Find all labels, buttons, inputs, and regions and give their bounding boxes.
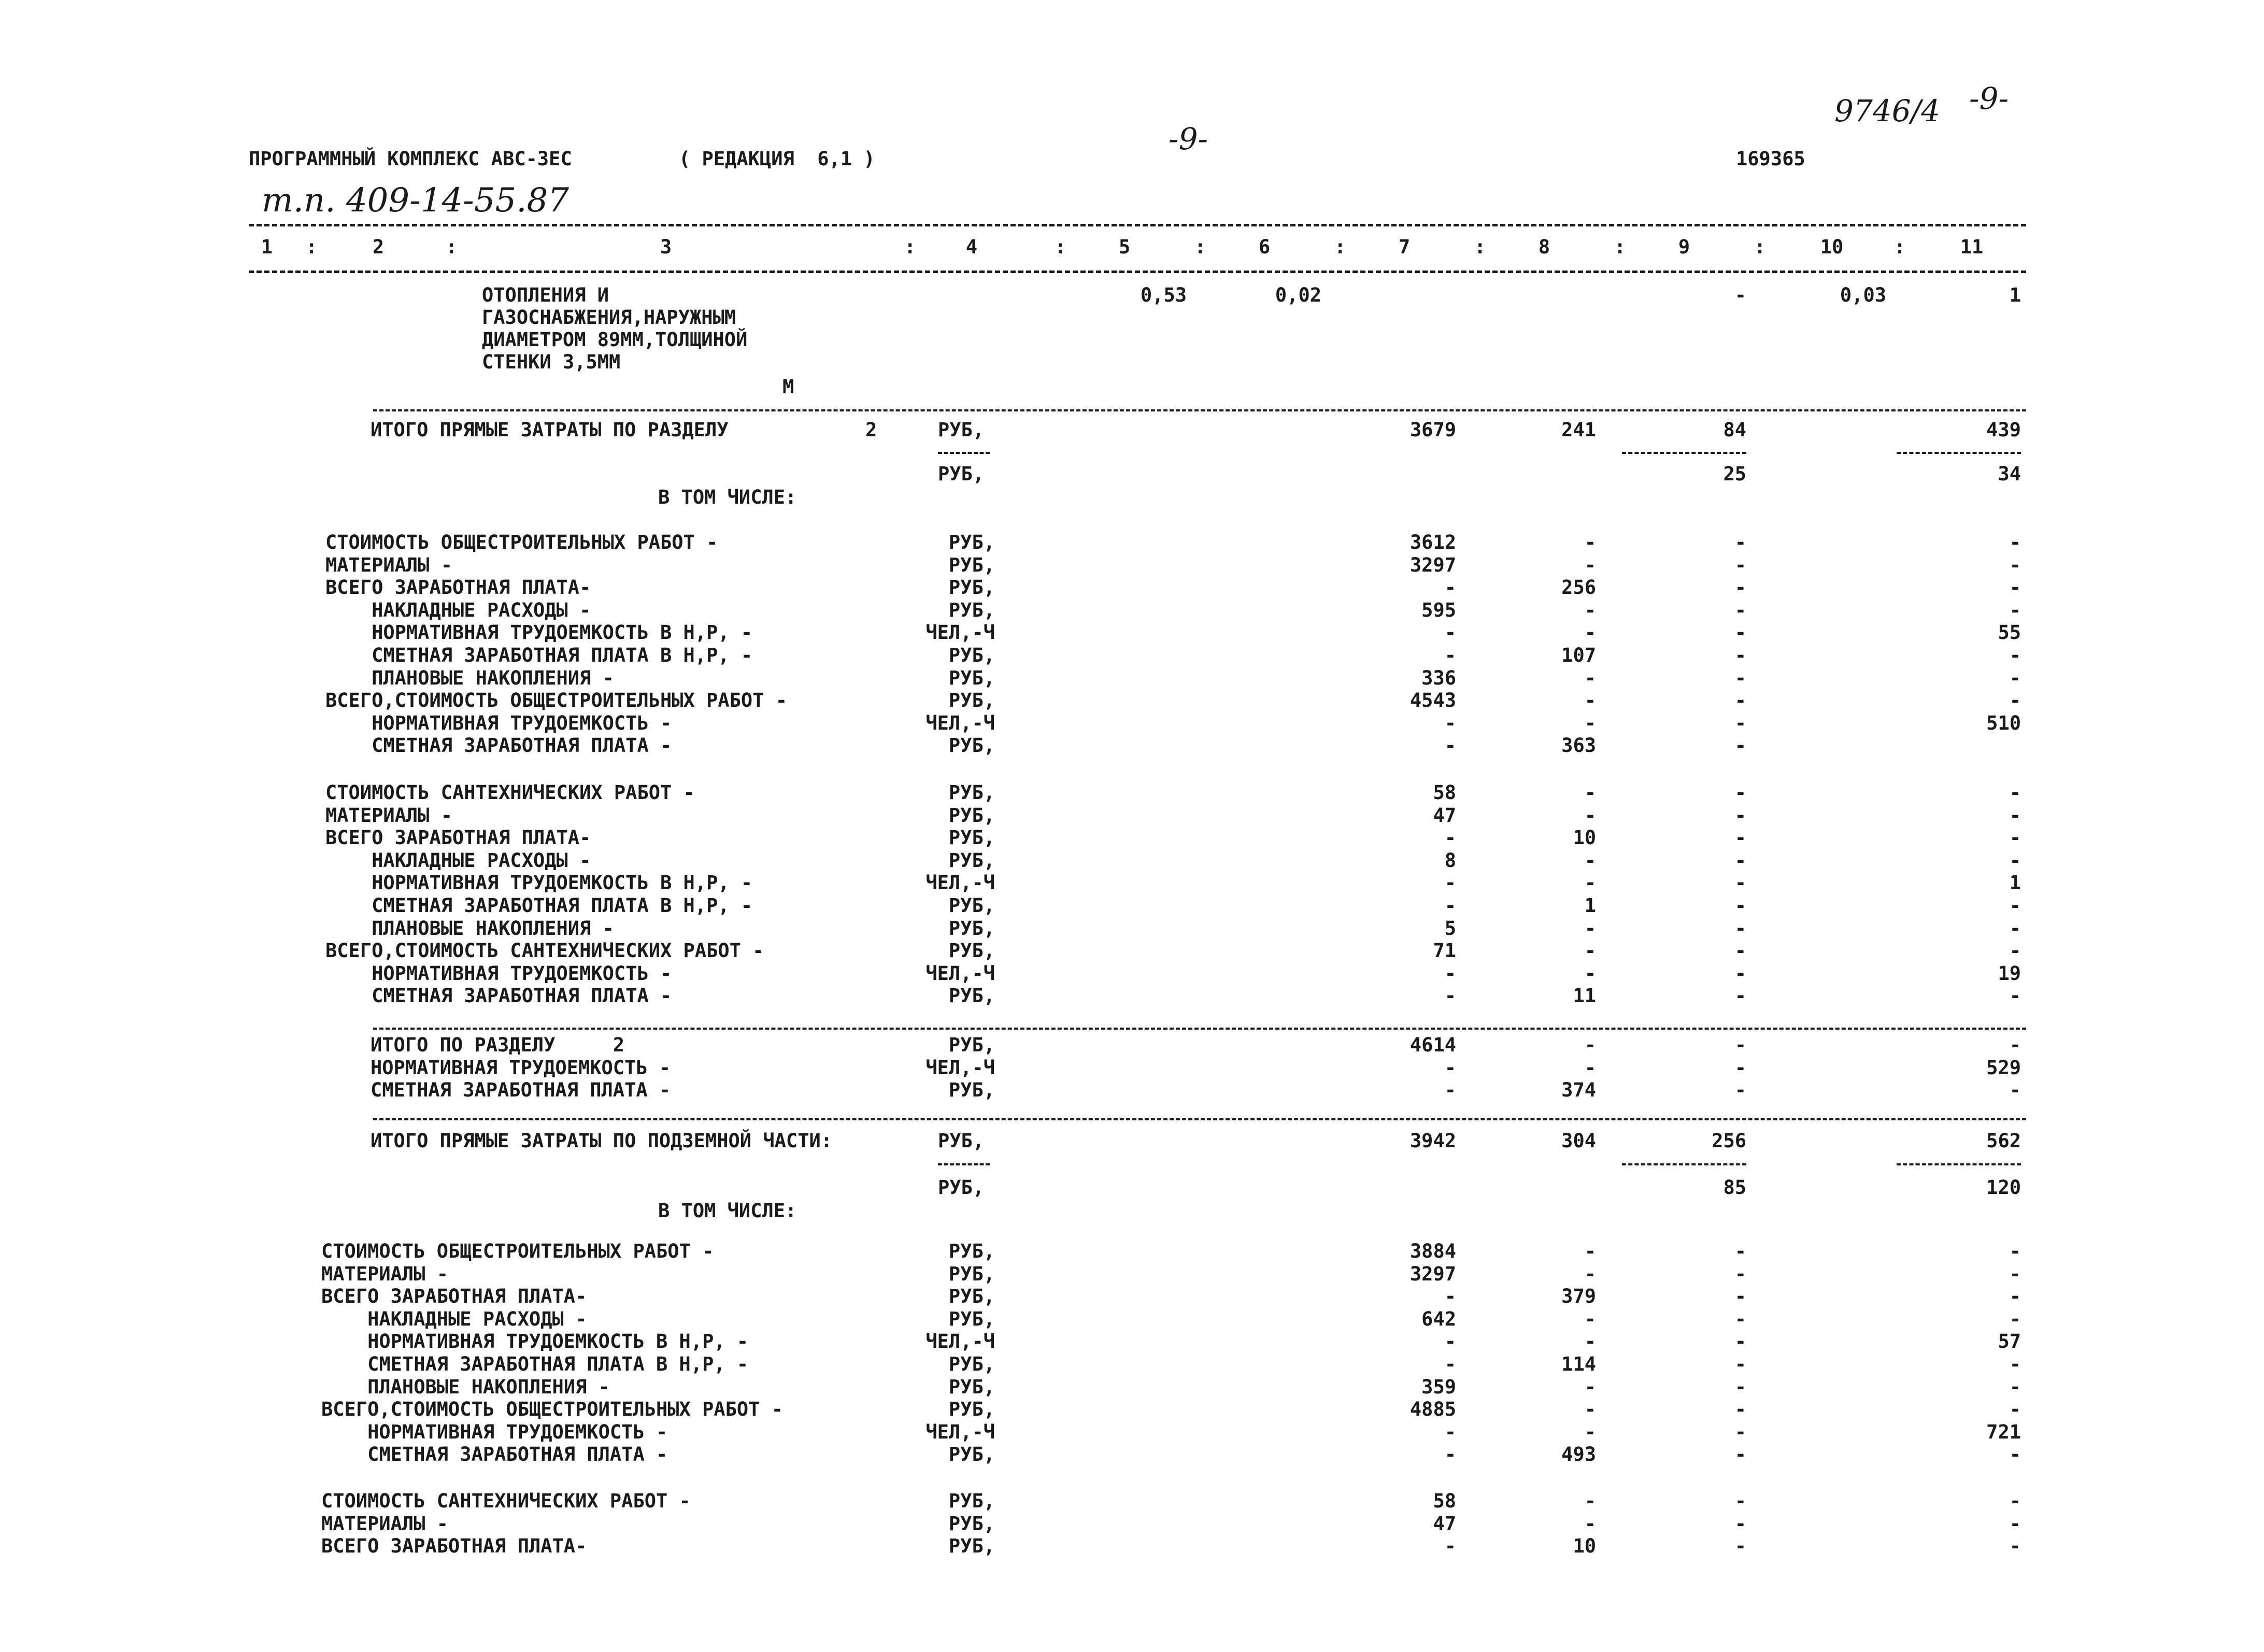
row-col8: - — [1584, 1262, 1596, 1285]
row-col11: 529 — [1986, 1056, 2021, 1079]
row-label: СМЕТНАЯ ЗАРАБОТНАЯ ПЛАТА В Н,Р, - — [325, 894, 753, 917]
total2-col9: 256 — [1712, 1130, 1746, 1152]
row-col8: - — [1584, 1240, 1596, 1262]
row-col8: - — [1584, 804, 1596, 827]
row-col7: - — [1444, 985, 1456, 1007]
row-label: ВСЕГО ЗАРАБОТНАЯ ПЛАТА- — [325, 827, 591, 849]
row-label: ПЛАНОВЫЕ НАКОПЛЕНИЯ - — [325, 917, 614, 939]
total2-label: ИТОГО ПРЯМЫЕ ЗАТРАТЫ ПО ПОДЗЕМНОЙ ЧАСТИ: — [371, 1130, 833, 1152]
row-col11: - — [2009, 599, 2021, 621]
row-label: ВСЕГО,СТОИМОСТЬ ОБЩЕСТРОИТЕЛЬНЫХ РАБОТ - — [321, 1398, 784, 1421]
row-unit: РУБ, — [948, 1490, 995, 1512]
row-label: МАТЕРИАЛЫ - — [325, 804, 453, 827]
row-col11: - — [2009, 531, 2021, 553]
row-col11: 721 — [1986, 1420, 2021, 1443]
row-col9: - — [1734, 531, 1746, 553]
row-unit: РУБ, — [948, 666, 995, 689]
document-code: 169365 — [1736, 148, 1805, 170]
row-col8: 1 — [1584, 894, 1596, 917]
row-col11: 1 — [2009, 872, 2021, 894]
item-line: СТЕНКИ 3,5ММ — [482, 351, 621, 373]
row-col7: 5 — [1444, 917, 1456, 939]
row-label: НАКЛАДНЫЕ РАСХОДЫ - — [321, 1307, 587, 1330]
column-header: 9 — [1678, 236, 1690, 258]
column-separators: : — [446, 236, 458, 258]
row-label: МАТЕРИАЛЫ - — [321, 1262, 449, 1285]
row-unit: РУБ, — [948, 1285, 995, 1308]
row-col11: - — [2009, 894, 2021, 917]
row-col7: - — [1444, 1353, 1456, 1375]
row-label: СМЕТНАЯ ЗАРАБОТНАЯ ПЛАТА - — [325, 734, 672, 757]
row-col9: - — [1734, 644, 1746, 666]
row-col11: - — [2009, 1262, 2021, 1285]
row-col8: 10 — [1573, 1535, 1596, 1558]
row-col11: - — [2009, 1512, 2021, 1535]
short-rule — [938, 452, 990, 454]
row-col9: - — [1734, 711, 1746, 734]
row-col11: - — [2009, 1285, 2021, 1308]
row-col8: - — [1584, 849, 1596, 872]
row-col11: - — [2009, 827, 2021, 849]
row-col9: - — [1734, 1353, 1746, 1375]
column-header: 2 — [372, 236, 385, 258]
column-separators: : — [1614, 236, 1626, 258]
row-col8: - — [1584, 599, 1596, 621]
row-unit: РУБ, — [948, 576, 995, 599]
rule-item-bottom — [373, 409, 2026, 411]
row-col11: - — [2009, 781, 2021, 804]
row-col8: - — [1584, 553, 1596, 576]
short-rule — [938, 1163, 990, 1165]
row-label: НОРМАТИВНАЯ ТРУДОЕМКОСТЬ - — [371, 1056, 671, 1079]
row-col9: - — [1734, 1262, 1746, 1285]
row-label: НАКЛАДНЫЕ РАСХОДЫ - — [325, 849, 591, 872]
row-col7: 642 — [1421, 1307, 1456, 1330]
row-col9: - — [1734, 666, 1746, 689]
row-label: СТОИМОСТЬ ОБЩЕСТРОИТЕЛЬНЫХ РАБОТ - — [325, 531, 718, 553]
row-col8: - — [1584, 939, 1596, 962]
row-col7: 4543 — [1409, 689, 1456, 712]
row-col7: 595 — [1421, 599, 1456, 621]
total2-col8: 304 — [1561, 1130, 1596, 1152]
total2-col11b: 120 — [1986, 1176, 2021, 1199]
row-col7: - — [1444, 1285, 1456, 1308]
row-col7: - — [1444, 894, 1456, 917]
column-header: 4 — [965, 236, 978, 258]
row-col8: - — [1584, 1490, 1596, 1512]
row-label: ИТОГО ПО РАЗДЕЛУ 2 — [371, 1034, 625, 1056]
total2-col11: 562 — [1986, 1130, 2021, 1152]
row-unit: РУБ, — [948, 1262, 995, 1285]
row-col9: - — [1734, 894, 1746, 917]
row-label: ВСЕГО ЗАРАБОТНАЯ ПЛАТА- — [321, 1285, 587, 1308]
item-line: ОТОПЛЕНИЯ И — [482, 284, 609, 306]
row-col7: 4885 — [1409, 1398, 1456, 1421]
row-label: НОРМАТИВНАЯ ТРУДОЕМКОСТЬ - — [325, 711, 672, 734]
total-unit: РУБ, — [938, 419, 985, 441]
row-col7: - — [1444, 872, 1456, 894]
row-unit: РУБ, — [948, 689, 995, 712]
row-col8: - — [1584, 781, 1596, 804]
row-label: СМЕТНАЯ ЗАРАБОТНАЯ ПЛАТА - — [371, 1079, 671, 1102]
total-col9: 84 — [1723, 419, 1746, 441]
including-heading-2: В ТОМ ЧИСЛЕ: — [658, 1200, 797, 1222]
item-line: ДИАМЕТРОМ 89ММ,ТОЛЩИНОЙ — [482, 329, 748, 351]
row-col9: - — [1734, 1079, 1746, 1102]
row-col11: - — [2009, 939, 2021, 962]
row-col7: 3612 — [1409, 531, 1456, 553]
row-unit: РУБ, — [948, 644, 995, 666]
row-col9: - — [1734, 553, 1746, 576]
row-label: СМЕТНАЯ ЗАРАБОТНАЯ ПЛАТА - — [321, 1443, 668, 1466]
row-label: СТОИМОСТЬ САНТЕХНИЧЕСКИХ РАБОТ - — [325, 781, 695, 804]
row-label: ПЛАНОВЫЕ НАКОПЛЕНИЯ - — [321, 1375, 610, 1398]
row-col9: - — [1734, 1056, 1746, 1079]
row-col7: - — [1444, 1535, 1456, 1558]
page-mark-center: -9- — [1169, 121, 1208, 156]
row-unit: РУБ, — [948, 849, 995, 872]
row-unit: ЧЕЛ,-Ч — [925, 1420, 995, 1443]
row-label: СМЕТНАЯ ЗАРАБОТНАЯ ПЛАТА В Н,Р, - — [325, 644, 753, 666]
column-separators: : — [306, 236, 318, 258]
row-col11: - — [2009, 804, 2021, 827]
row-col8: - — [1584, 689, 1596, 712]
column-separators: : — [904, 236, 916, 258]
row-col9: - — [1734, 917, 1746, 939]
row-unit: ЧЕЛ,-Ч — [925, 621, 995, 644]
row-col9: - — [1734, 1330, 1746, 1353]
item-unit: М — [782, 376, 794, 398]
row-col8: - — [1584, 1056, 1596, 1079]
row-unit: РУБ, — [948, 939, 995, 962]
row-label: НОРМАТИВНАЯ ТРУДОЕМКОСТЬ - — [325, 962, 672, 985]
row-col9: - — [1734, 1512, 1746, 1535]
short-rule — [1622, 452, 1746, 454]
row-label: ПЛАНОВЫЕ НАКОПЛЕНИЯ - — [325, 666, 614, 689]
row-col8: - — [1584, 1307, 1596, 1330]
row-unit: ЧЕЛ,-Ч — [925, 1330, 995, 1353]
total-col8: 241 — [1561, 419, 1596, 441]
row-col8: - — [1584, 917, 1596, 939]
row-col11: - — [2009, 576, 2021, 599]
row-label: СМЕТНАЯ ЗАРАБОТНАЯ ПЛАТА В Н,Р, - — [321, 1353, 749, 1375]
row-col8: - — [1584, 531, 1596, 553]
row-label: ВСЕГО ЗАРАБОТНАЯ ПЛАТА- — [321, 1535, 587, 1558]
column-header: 11 — [1960, 236, 1984, 258]
row-label: МАТЕРИАЛЫ - — [321, 1512, 449, 1535]
row-unit: РУБ, — [948, 1535, 995, 1558]
row-col9: - — [1734, 689, 1746, 712]
row-col9: - — [1734, 985, 1746, 1007]
rule-header-bottom — [249, 270, 2026, 273]
column-header: 1 — [261, 236, 273, 258]
row-col9: - — [1734, 939, 1746, 962]
row-col8: - — [1584, 621, 1596, 644]
row-unit: РУБ, — [948, 1079, 995, 1102]
row-col8: - — [1584, 1398, 1596, 1421]
row-col11: - — [2009, 917, 2021, 939]
row-col7: - — [1444, 1079, 1456, 1102]
total-col9b: 25 — [1723, 463, 1746, 485]
row-col11: - — [2009, 1307, 2021, 1330]
row-unit: ЧЕЛ,-Ч — [925, 962, 995, 985]
row-col7: - — [1444, 644, 1456, 666]
row-label: ВСЕГО ЗАРАБОТНАЯ ПЛАТА- — [325, 576, 591, 599]
row-col7: 71 — [1433, 939, 1456, 962]
row-col7: 336 — [1421, 666, 1456, 689]
column-separators: : — [1055, 236, 1066, 258]
row-col11: - — [2009, 666, 2021, 689]
row-col7: 4614 — [1409, 1034, 1456, 1056]
row-label: ВСЕГО,СТОИМОСТЬ ОБЩЕСТРОИТЕЛЬНЫХ РАБОТ - — [325, 689, 788, 712]
row-unit: РУБ, — [948, 1240, 995, 1262]
row-col7: - — [1444, 827, 1456, 849]
row-unit: РУБ, — [948, 1398, 995, 1421]
item-col11: 1 — [2009, 284, 2021, 306]
row-col7: - — [1444, 621, 1456, 644]
total2-unit: РУБ, — [938, 1130, 985, 1152]
edition: ( РЕДАКЦИЯ 6,1 ) — [679, 148, 875, 170]
row-col8: 374 — [1561, 1079, 1596, 1102]
row-unit: РУБ, — [948, 781, 995, 804]
row-unit: РУБ, — [948, 1375, 995, 1398]
short-rule — [1622, 1163, 1746, 1165]
row-col7: 58 — [1433, 781, 1456, 804]
total-col11b: 34 — [1998, 463, 2021, 485]
row-col8: 493 — [1561, 1443, 1596, 1466]
row-col11: 19 — [1998, 962, 2021, 985]
row-col11: - — [2009, 1240, 2021, 1262]
row-col11: 510 — [1986, 711, 2021, 734]
row-unit: РУБ, — [948, 804, 995, 827]
row-col11: - — [2009, 1034, 2021, 1056]
row-col11: - — [2009, 1079, 2021, 1102]
row-unit: РУБ, — [948, 1512, 995, 1535]
row-col7: - — [1444, 962, 1456, 985]
row-col9: - — [1734, 576, 1746, 599]
row-col11: - — [2009, 985, 2021, 1007]
total2-unit2: РУБ, — [938, 1176, 985, 1199]
row-col11: - — [2009, 849, 2021, 872]
row-unit: ЧЕЛ,-Ч — [925, 1056, 995, 1079]
row-unit: РУБ, — [948, 827, 995, 849]
row-unit: РУБ, — [948, 599, 995, 621]
row-col8: 107 — [1561, 644, 1596, 666]
row-unit: РУБ, — [948, 1034, 995, 1056]
row-col9: - — [1734, 734, 1746, 757]
program-title: ПРОГРАММНЫЙ КОМПЛЕКС АВС-3ЕС — [249, 148, 572, 170]
column-header: 6 — [1258, 236, 1271, 258]
row-unit: ЧЕЛ,-Ч — [925, 872, 995, 894]
row-label: НОРМАТИВНАЯ ТРУДОЕМКОСТЬ В Н,Р, - — [321, 1330, 749, 1353]
handwritten-ref: 9746/4 — [1834, 93, 1941, 129]
column-separators: : — [1754, 236, 1766, 258]
row-col11: - — [2009, 1490, 2021, 1512]
row-col8: 256 — [1561, 576, 1596, 599]
row-label: ВСЕГО,СТОИМОСТЬ САНТЕХНИЧЕСКИХ РАБОТ - — [325, 939, 764, 962]
row-label: МАТЕРИАЛЫ - — [325, 553, 453, 576]
item-line: ГАЗОСНАБЖЕНИЯ,НАРУЖНЫМ — [482, 306, 736, 329]
row-label: СТОИМОСТЬ САНТЕХНИЧЕСКИХ РАБОТ - — [321, 1490, 691, 1512]
row-unit: РУБ, — [948, 734, 995, 757]
row-col9: - — [1734, 872, 1746, 894]
column-separators: : — [1194, 236, 1206, 258]
row-col9: - — [1734, 1240, 1746, 1262]
column-header: 8 — [1538, 236, 1550, 258]
row-col9: - — [1734, 1034, 1746, 1056]
column-header: 5 — [1118, 236, 1131, 258]
row-col7: - — [1444, 1330, 1456, 1353]
row-col8: - — [1584, 711, 1596, 734]
row-col9: - — [1734, 827, 1746, 849]
column-header: 3 — [660, 236, 672, 258]
row-label: НАКЛАДНЫЕ РАСХОДЫ - — [325, 599, 591, 621]
row-col11: - — [2009, 1375, 2021, 1398]
total-number: 2 — [865, 419, 877, 441]
rule-total2 — [373, 1118, 2026, 1120]
row-col9: - — [1734, 1285, 1746, 1308]
row-col9: - — [1734, 962, 1746, 985]
row-col11: 55 — [1998, 621, 2021, 644]
row-col7: - — [1444, 711, 1456, 734]
row-col9: - — [1734, 1375, 1746, 1398]
row-col7: - — [1444, 1056, 1456, 1079]
row-col9: - — [1734, 1307, 1746, 1330]
total-unit2: РУБ, — [938, 463, 985, 485]
row-unit: РУБ, — [948, 1307, 995, 1330]
row-label: СТОИМОСТЬ ОБЩЕСТРОИТЕЛЬНЫХ РАБОТ - — [321, 1240, 714, 1262]
row-label: СМЕТНАЯ ЗАРАБОТНАЯ ПЛАТА - — [325, 985, 672, 1007]
row-col7: 3297 — [1409, 553, 1456, 576]
row-col8: 114 — [1561, 1353, 1596, 1375]
column-separators: : — [1894, 236, 1906, 258]
project-note: т.п. 409-14-55.87 — [262, 181, 569, 220]
column-header: 7 — [1398, 236, 1411, 258]
row-col7: - — [1444, 1443, 1456, 1466]
row-col8: - — [1584, 1375, 1596, 1398]
rule-section-total — [373, 1028, 2026, 1030]
total2-col7: 3942 — [1409, 1130, 1456, 1152]
row-col8: 11 — [1573, 985, 1596, 1007]
row-col8: 363 — [1561, 734, 1596, 757]
row-col9: - — [1734, 1535, 1746, 1558]
row-col9: - — [1734, 849, 1746, 872]
row-col11: - — [2009, 1443, 2021, 1466]
row-col11: - — [2009, 644, 2021, 666]
row-col9: - — [1734, 1420, 1746, 1443]
item-col5: 0,53 — [1140, 284, 1187, 306]
total-label: ИТОГО ПРЯМЫЕ ЗАТРАТЫ ПО РАЗДЕЛУ — [371, 419, 729, 441]
row-col9: - — [1734, 1490, 1746, 1512]
column-separators: : — [1334, 236, 1346, 258]
row-col9: - — [1734, 621, 1746, 644]
row-col7: - — [1444, 734, 1456, 757]
row-col11: 57 — [1998, 1330, 2021, 1353]
row-col8: 379 — [1561, 1285, 1596, 1308]
row-col8: - — [1584, 872, 1596, 894]
short-rule — [1897, 1163, 2021, 1165]
row-unit: РУБ, — [948, 553, 995, 576]
row-unit: РУБ, — [948, 531, 995, 553]
row-col9: - — [1734, 804, 1746, 827]
row-label: НОРМАТИВНАЯ ТРУДОЕМКОСТЬ - — [321, 1420, 668, 1443]
row-col8: - — [1584, 962, 1596, 985]
row-col9: - — [1734, 599, 1746, 621]
row-col11: - — [2009, 1535, 2021, 1558]
column-header: 10 — [1820, 236, 1844, 258]
row-col8: - — [1584, 1034, 1596, 1056]
row-col11: - — [2009, 553, 2021, 576]
row-col8: - — [1584, 1420, 1596, 1443]
row-unit: РУБ, — [948, 894, 995, 917]
row-label: НОРМАТИВНАЯ ТРУДОЕМКОСТЬ В Н,Р, - — [325, 872, 753, 894]
row-col11: - — [2009, 1398, 2021, 1421]
row-col7: - — [1444, 1420, 1456, 1443]
row-col7: 359 — [1421, 1375, 1456, 1398]
page-mark-right: -9- — [1969, 81, 2009, 116]
row-col7: 47 — [1433, 804, 1456, 827]
item-col9: - — [1734, 284, 1746, 306]
row-col8: - — [1584, 1330, 1596, 1353]
row-unit: РУБ, — [948, 985, 995, 1007]
row-col7: 58 — [1433, 1490, 1456, 1512]
row-label: НОРМАТИВНАЯ ТРУДОЕМКОСТЬ В Н,Р, - — [325, 621, 753, 644]
total2-col9b: 85 — [1723, 1176, 1746, 1199]
row-col11: - — [2009, 1353, 2021, 1375]
item-col10: 0,03 — [1840, 284, 1886, 306]
rule-top — [249, 224, 2026, 226]
row-col8: - — [1584, 1512, 1596, 1535]
row-col8: - — [1584, 666, 1596, 689]
total-col11: 439 — [1986, 419, 2021, 441]
row-col9: - — [1734, 1398, 1746, 1421]
row-unit: РУБ, — [948, 1443, 995, 1466]
row-col8: 10 — [1573, 827, 1596, 849]
row-col7: 3884 — [1409, 1240, 1456, 1262]
total-col7: 3679 — [1409, 419, 1456, 441]
row-col7: 3297 — [1409, 1262, 1456, 1285]
short-rule — [1897, 452, 2021, 454]
row-unit: ЧЕЛ,-Ч — [925, 711, 995, 734]
item-col6: 0,02 — [1275, 284, 1321, 306]
row-col7: - — [1444, 576, 1456, 599]
row-col7: 47 — [1433, 1512, 1456, 1535]
row-col7: 8 — [1444, 849, 1456, 872]
row-col9: - — [1734, 1443, 1746, 1466]
row-col11: - — [2009, 689, 2021, 712]
row-unit: РУБ, — [948, 1353, 995, 1375]
column-separators: : — [1474, 236, 1486, 258]
row-col9: - — [1734, 781, 1746, 804]
including-heading: В ТОМ ЧИСЛЕ: — [658, 486, 797, 508]
row-unit: РУБ, — [948, 917, 995, 939]
